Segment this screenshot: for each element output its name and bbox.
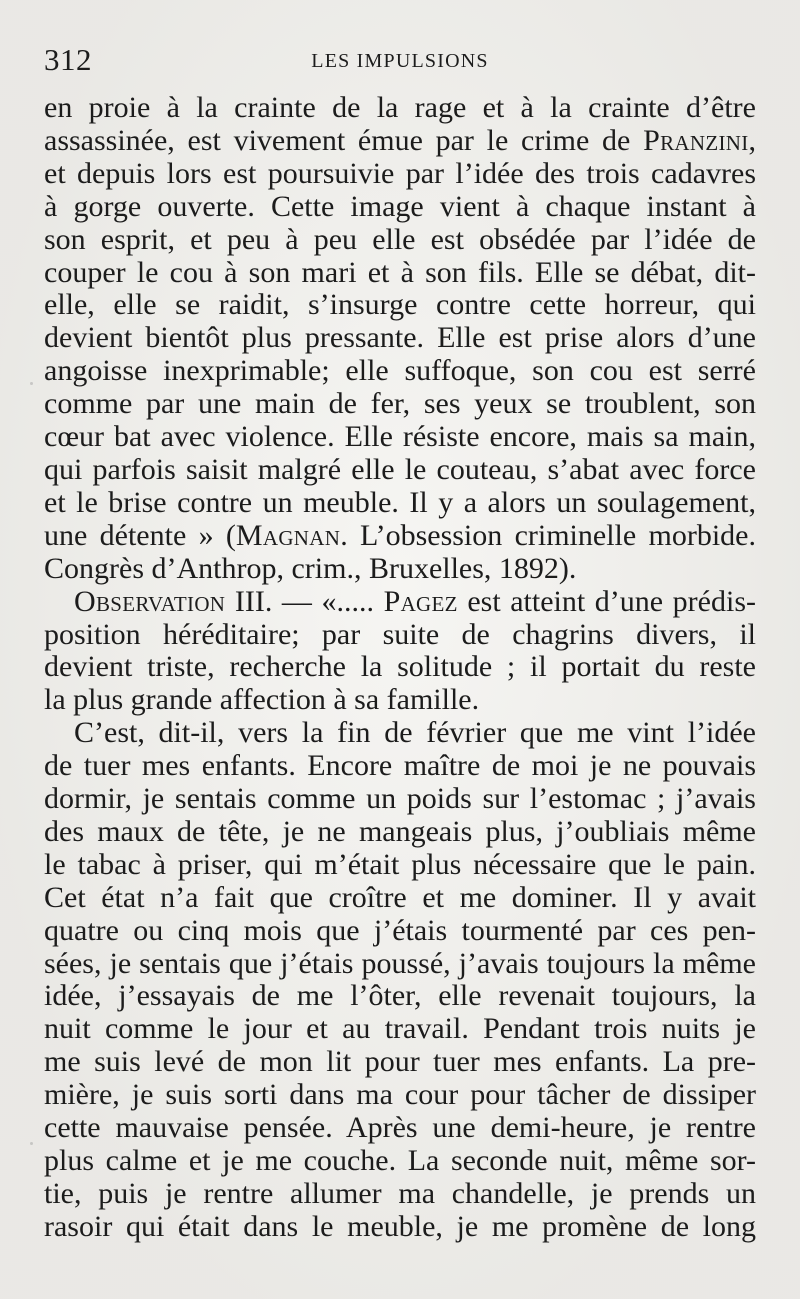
- text-line: de tuer mes enfants. Encore maître de moi je ne pouvais: [44, 750, 756, 783]
- text-line: assassinée, est vivement émue par le crime de Pranzini,: [44, 124, 756, 157]
- text-line: angoisse inexprimable; elle suffoque, son cou est serré: [44, 355, 756, 388]
- text-line: son esprit, et peu à peu elle est obsédée par l’idée de: [44, 223, 756, 256]
- text-line: tie, puis je rentre allumer ma chandelle, je prends un: [44, 1177, 756, 1210]
- text-line: des maux de tête, je ne mangeais plus, j’oubliais même: [44, 815, 756, 848]
- text-line: et depuis lors est poursuivie par l’idée des trois cadavres: [44, 157, 756, 190]
- text-line: me suis levé de mon lit pour tuer mes enfants. La pre-: [44, 1046, 756, 1079]
- text-line: sées, je sentais que j’étais poussé, j’avais toujours la même: [44, 947, 756, 980]
- text-line: Cet état n’a fait que croître et me dominer. Il y avait: [44, 881, 756, 914]
- text-line: comme par une main de fer, ses yeux se troublent, son: [44, 388, 756, 421]
- text-line: C’est, dit-il, vers la fin de février que me vint l’idée: [74, 717, 756, 750]
- body-text: [44, 92, 756, 1244]
- text-line: idée, j’essayais de me l’ôter, elle revenait toujours, la: [44, 980, 756, 1013]
- speck-mark: [30, 1142, 33, 1145]
- text-line: nuit comme le jour et au travail. Pendant trois nuits je: [44, 1013, 756, 1046]
- text-line: cette mauvaise pensée. Après une demi-heure, je rentre: [44, 1112, 756, 1145]
- text-line: une détente » (Magnan. L’obsession criminelle morbide.: [44, 519, 756, 552]
- text-line: cœur bat avec violence. Elle résiste encore, mais sa main,: [44, 421, 756, 454]
- text-line: Congrès d’Anthrop, crim., Bruxelles, 1892).: [44, 552, 577, 585]
- text-line: devient bientôt plus pressante. Elle est prise alors d’une: [44, 322, 756, 355]
- text-line: mière, je suis sorti dans ma cour pour tâcher de dissiper: [44, 1079, 756, 1112]
- text-line: position héréditaire; par suite de chagrins divers, il: [44, 618, 756, 651]
- text-line: couper le cou à son mari et à son fils. Elle se débat, dit-: [44, 256, 756, 289]
- running-title: LES IMPULSIONS: [311, 50, 489, 72]
- text-line: Observation III. — «..... Pagez est atteint d’une prédis-: [74, 585, 756, 618]
- text-line: en proie à la crainte de la rage et à la crainte d’être: [44, 92, 756, 124]
- text-line: rasoir qui était dans le meuble, je me promène de long: [44, 1210, 756, 1243]
- text-line: et le brise contre un meuble. Il y a alors un soulagement,: [44, 486, 756, 519]
- text-line: le tabac à priser, qui m’était plus nécessaire que le pain.: [44, 848, 756, 881]
- text-line: à gorge ouverte. Cette image vient à chaque instant à: [44, 190, 756, 223]
- text-line: dormir, je sentais comme un poids sur l’estomac ; j’avais: [44, 783, 756, 816]
- text-line: devient triste, recherche la solitude ; il portait du reste: [44, 651, 756, 684]
- speck-mark: [30, 382, 33, 385]
- page-number: 312: [44, 42, 92, 77]
- text-line: elle, elle se raidit, s’insurge contre cette horreur, qui: [44, 289, 756, 322]
- text-line: qui parfois saisit malgré elle le couteau, s’abat avec force: [44, 453, 756, 486]
- text-line: quatre ou cinq mois que j’étais tourmenté par ces pen-: [44, 914, 756, 947]
- text-line: la plus grande affection à sa famille.: [44, 684, 480, 717]
- text-line: plus calme et je me couche. La seconde nuit, même sor-: [44, 1145, 756, 1177]
- page-header: [44, 40, 756, 84]
